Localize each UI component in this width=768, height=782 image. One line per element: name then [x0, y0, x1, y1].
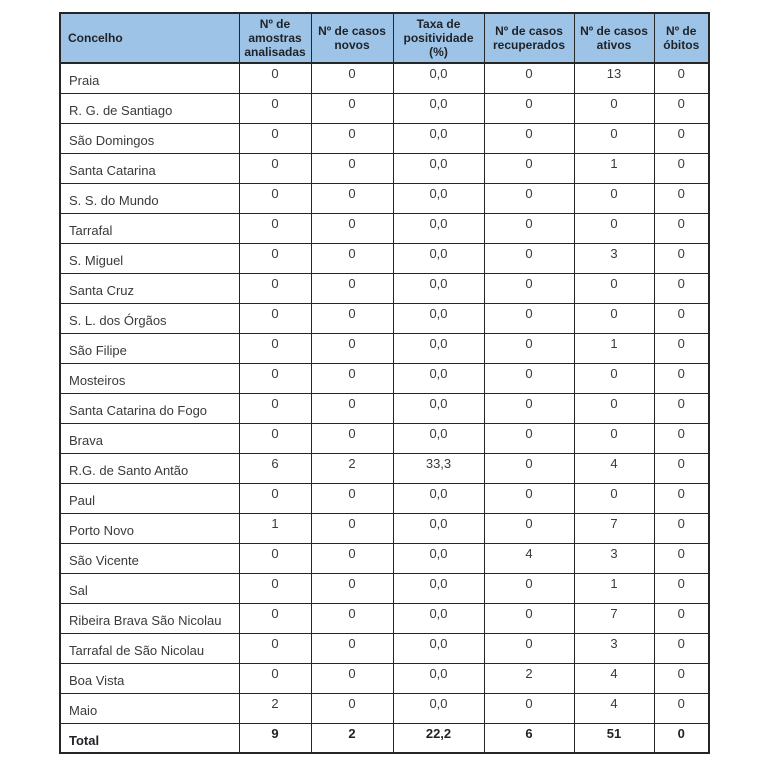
cell-recuperados: 2 — [484, 663, 574, 693]
cell-novos: 0 — [311, 663, 393, 693]
cell-ativos: 3 — [574, 543, 654, 573]
cell-concelho: Tarrafal — [60, 213, 239, 243]
cell-amostras: 0 — [239, 183, 311, 213]
cell-amostras: 0 — [239, 213, 311, 243]
table-row — [60, 93, 709, 123]
cell-obitos: 0 — [654, 633, 709, 663]
cell-amostras: 0 — [239, 333, 311, 363]
cell-concelho: Santa Catarina — [60, 153, 239, 183]
total-cell-amostras: 9 — [239, 723, 311, 753]
cell-ativos: 3 — [574, 243, 654, 273]
cell-obitos: 0 — [654, 63, 709, 93]
table-row — [60, 153, 709, 183]
cell-novos: 0 — [311, 213, 393, 243]
cell-novos: 0 — [311, 273, 393, 303]
cell-novos: 0 — [311, 393, 393, 423]
cell-novos: 0 — [311, 333, 393, 363]
cell-obitos: 0 — [654, 153, 709, 183]
column-header-amostras: Nº de amostras analisadas — [239, 13, 311, 63]
cell-amostras: 2 — [239, 693, 311, 723]
cell-taxa: 0,0 — [393, 423, 484, 453]
total-cell-novos: 2 — [311, 723, 393, 753]
cell-taxa: 0,0 — [393, 663, 484, 693]
cell-taxa: 0,0 — [393, 333, 484, 363]
cell-taxa: 0,0 — [393, 213, 484, 243]
cell-taxa: 0,0 — [393, 243, 484, 273]
cell-taxa: 0,0 — [393, 303, 484, 333]
cell-amostras: 0 — [239, 273, 311, 303]
cell-concelho: S. L. dos Órgãos — [60, 303, 239, 333]
cell-novos: 0 — [311, 153, 393, 183]
cell-amostras: 0 — [239, 573, 311, 603]
cell-recuperados: 0 — [484, 63, 574, 93]
cell-concelho: Sal — [60, 573, 239, 603]
cell-recuperados: 0 — [484, 123, 574, 153]
total-cell-taxa: 22,2 — [393, 723, 484, 753]
table-row — [60, 693, 709, 723]
cell-recuperados: 0 — [484, 453, 574, 483]
cell-taxa: 0,0 — [393, 603, 484, 633]
cell-concelho: Mosteiros — [60, 363, 239, 393]
cell-ativos: 1 — [574, 573, 654, 603]
table-row — [60, 183, 709, 213]
cell-ativos: 0 — [574, 393, 654, 423]
cell-novos: 0 — [311, 423, 393, 453]
cell-concelho: R.G. de Santo Antão — [60, 453, 239, 483]
table-row — [60, 363, 709, 393]
cell-concelho: Ribeira Brava São Nicolau — [60, 603, 239, 633]
cell-obitos: 0 — [654, 663, 709, 693]
cell-concelho: São Filipe — [60, 333, 239, 363]
table-row — [60, 333, 709, 363]
cell-ativos: 0 — [574, 213, 654, 243]
total-cell-obitos: 0 — [654, 723, 709, 753]
cell-taxa: 0,0 — [393, 573, 484, 603]
cell-amostras: 0 — [239, 603, 311, 633]
cell-novos: 0 — [311, 63, 393, 93]
cell-recuperados: 0 — [484, 573, 574, 603]
cell-recuperados: 0 — [484, 393, 574, 423]
column-header-novos: Nº de casos novos — [311, 13, 393, 63]
cell-ativos: 0 — [574, 273, 654, 303]
cell-ativos: 3 — [574, 633, 654, 663]
table-row — [60, 213, 709, 243]
cell-taxa: 0,0 — [393, 393, 484, 423]
cell-concelho: Santa Cruz — [60, 273, 239, 303]
table-row — [60, 633, 709, 663]
cell-ativos: 13 — [574, 63, 654, 93]
cell-concelho: Praia — [60, 63, 239, 93]
total-label: Total — [60, 723, 239, 753]
cell-amostras: 0 — [239, 543, 311, 573]
cell-obitos: 0 — [654, 183, 709, 213]
cell-amostras: 0 — [239, 423, 311, 453]
cell-taxa: 0,0 — [393, 363, 484, 393]
table-row — [60, 243, 709, 273]
cell-concelho: São Domingos — [60, 123, 239, 153]
cell-obitos: 0 — [654, 423, 709, 453]
cell-ativos: 0 — [574, 123, 654, 153]
cell-novos: 0 — [311, 573, 393, 603]
cell-ativos: 0 — [574, 423, 654, 453]
column-header-obitos: Nº de óbitos — [654, 13, 709, 63]
concelho-covid-table — [59, 12, 710, 754]
cell-ativos: 0 — [574, 93, 654, 123]
column-header-recuperados: Nº de casos recuperados — [484, 13, 574, 63]
cell-obitos: 0 — [654, 123, 709, 153]
cell-obitos: 0 — [654, 573, 709, 603]
table-row — [60, 543, 709, 573]
cell-concelho: Maio — [60, 693, 239, 723]
cell-ativos: 4 — [574, 663, 654, 693]
cell-taxa: 0,0 — [393, 63, 484, 93]
cell-taxa: 33,3 — [393, 453, 484, 483]
cell-novos: 0 — [311, 123, 393, 153]
cell-concelho: Brava — [60, 423, 239, 453]
cell-recuperados: 0 — [484, 513, 574, 543]
cell-recuperados: 0 — [484, 303, 574, 333]
cell-novos: 0 — [311, 513, 393, 543]
cell-obitos: 0 — [654, 693, 709, 723]
cell-obitos: 0 — [654, 333, 709, 363]
cell-obitos: 0 — [654, 393, 709, 423]
cell-novos: 0 — [311, 243, 393, 273]
cell-amostras: 0 — [239, 633, 311, 663]
cell-amostras: 0 — [239, 63, 311, 93]
cell-recuperados: 0 — [484, 243, 574, 273]
cell-taxa: 0,0 — [393, 483, 484, 513]
cell-taxa: 0,0 — [393, 693, 484, 723]
cell-concelho: R. G. de Santiago — [60, 93, 239, 123]
cell-taxa: 0,0 — [393, 273, 484, 303]
cell-amostras: 1 — [239, 513, 311, 543]
cell-ativos: 0 — [574, 183, 654, 213]
cell-taxa: 0,0 — [393, 183, 484, 213]
cell-concelho: S. S. do Mundo — [60, 183, 239, 213]
cell-amostras: 0 — [239, 393, 311, 423]
cell-concelho: São Vicente — [60, 543, 239, 573]
cell-obitos: 0 — [654, 243, 709, 273]
cell-amostras: 0 — [239, 363, 311, 393]
cell-recuperados: 0 — [484, 183, 574, 213]
cell-ativos: 0 — [574, 303, 654, 333]
total-cell-ativos: 51 — [574, 723, 654, 753]
cell-amostras: 0 — [239, 483, 311, 513]
cell-taxa: 0,0 — [393, 93, 484, 123]
table-header-row — [60, 13, 709, 63]
cell-obitos: 0 — [654, 93, 709, 123]
cell-ativos: 0 — [574, 363, 654, 393]
column-header-concelho: Concelho — [60, 13, 239, 63]
cell-amostras: 6 — [239, 453, 311, 483]
cell-ativos: 1 — [574, 153, 654, 183]
table-row — [60, 483, 709, 513]
cell-recuperados: 0 — [484, 603, 574, 633]
cell-taxa: 0,0 — [393, 513, 484, 543]
table-row — [60, 123, 709, 153]
cell-novos: 0 — [311, 93, 393, 123]
cell-obitos: 0 — [654, 603, 709, 633]
cell-ativos: 7 — [574, 603, 654, 633]
cell-obitos: 0 — [654, 303, 709, 333]
cell-novos: 0 — [311, 633, 393, 663]
table-row — [60, 303, 709, 333]
cell-recuperados: 0 — [484, 423, 574, 453]
cell-amostras: 0 — [239, 153, 311, 183]
cell-amostras: 0 — [239, 663, 311, 693]
cell-novos: 0 — [311, 603, 393, 633]
cell-amostras: 0 — [239, 303, 311, 333]
cell-obitos: 0 — [654, 543, 709, 573]
cell-recuperados: 0 — [484, 693, 574, 723]
cell-ativos: 4 — [574, 453, 654, 483]
column-header-taxa: Taxa de positividade (%) — [393, 13, 484, 63]
table-row — [60, 453, 709, 483]
cell-recuperados: 0 — [484, 363, 574, 393]
cell-obitos: 0 — [654, 213, 709, 243]
cell-recuperados: 0 — [484, 483, 574, 513]
cell-concelho: Paul — [60, 483, 239, 513]
cell-concelho: Santa Catarina do Fogo — [60, 393, 239, 423]
cell-recuperados: 0 — [484, 93, 574, 123]
table-row — [60, 393, 709, 423]
cell-taxa: 0,0 — [393, 543, 484, 573]
cell-recuperados: 4 — [484, 543, 574, 573]
cell-recuperados: 0 — [484, 633, 574, 663]
cell-ativos: 4 — [574, 693, 654, 723]
cell-novos: 0 — [311, 363, 393, 393]
cell-ativos: 1 — [574, 333, 654, 363]
cell-novos: 2 — [311, 453, 393, 483]
cell-concelho: Tarrafal de São Nicolau — [60, 633, 239, 663]
cell-amostras: 0 — [239, 123, 311, 153]
total-cell-recuperados: 6 — [484, 723, 574, 753]
cell-novos: 0 — [311, 183, 393, 213]
cell-taxa: 0,0 — [393, 153, 484, 183]
cell-concelho: S. Miguel — [60, 243, 239, 273]
cell-obitos: 0 — [654, 363, 709, 393]
cell-ativos: 0 — [574, 483, 654, 513]
cell-obitos: 0 — [654, 453, 709, 483]
cell-obitos: 0 — [654, 513, 709, 543]
table-row — [60, 573, 709, 603]
table-row — [60, 273, 709, 303]
cell-concelho: Boa Vista — [60, 663, 239, 693]
cell-novos: 0 — [311, 543, 393, 573]
column-header-ativos: Nº de casos ativos — [574, 13, 654, 63]
table-row — [60, 63, 709, 93]
table-row — [60, 663, 709, 693]
cell-novos: 0 — [311, 483, 393, 513]
cell-recuperados: 0 — [484, 213, 574, 243]
cell-recuperados: 0 — [484, 333, 574, 363]
cell-taxa: 0,0 — [393, 123, 484, 153]
table-row — [60, 603, 709, 633]
cell-recuperados: 0 — [484, 273, 574, 303]
cell-ativos: 7 — [574, 513, 654, 543]
table-row — [60, 423, 709, 453]
cell-concelho: Porto Novo — [60, 513, 239, 543]
total-row — [60, 723, 709, 753]
cell-recuperados: 0 — [484, 153, 574, 183]
cell-amostras: 0 — [239, 93, 311, 123]
cell-novos: 0 — [311, 303, 393, 333]
cell-obitos: 0 — [654, 273, 709, 303]
cell-novos: 0 — [311, 693, 393, 723]
table-row — [60, 513, 709, 543]
cell-amostras: 0 — [239, 243, 311, 273]
cell-obitos: 0 — [654, 483, 709, 513]
cell-taxa: 0,0 — [393, 633, 484, 663]
